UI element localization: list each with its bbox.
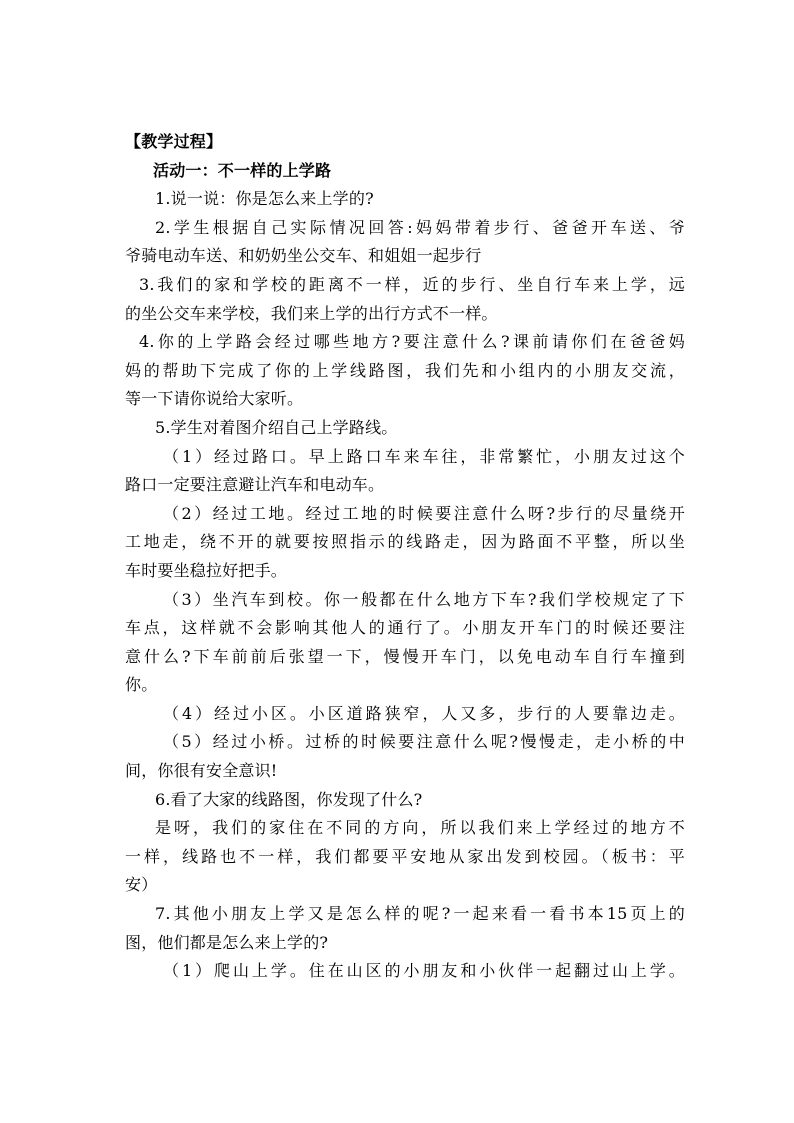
text-line: 车时要坐稳拉好把手。 (125, 560, 288, 580)
text-line: 的坐公交车来学校，我们来上学的出行方式不一样。 (125, 303, 498, 323)
text-line: 图，他们都是怎么来上学的? (125, 932, 329, 952)
text-line: 3.我们的家和学校的距离不一样，近的步行、坐自行车来上学，远 (139, 274, 685, 294)
text-line: （3）坐汽车到校。你一般都在什么地方下车?我们学校规定了下 (163, 589, 685, 609)
text-line: 车点，这样就不会影响其他人的通行了。小朋友开车门的时候还要注 (125, 618, 685, 638)
text-line: 5.学生对着图介绍自己上学路线。 (155, 417, 398, 437)
activity-title: 活动一：不一样的上学路 (153, 160, 332, 180)
text-line: 6.看了大家的线路图，你发现了什么? (155, 789, 423, 809)
text-line: 妈的帮助下完成了你的上学线路图，我们先和小组内的小朋友交流， (125, 360, 685, 380)
text-line: 间，你很有安全意识! (125, 761, 278, 781)
text-line: 安） (125, 875, 158, 895)
text-line: 7.其他小朋友上学又是怎么样的呢?一起来看一看书本15页上的 (155, 904, 685, 924)
text-line: 意什么?下车前前后张望一下，慢慢开车门，以免电动车自行车撞到 (125, 646, 685, 666)
text-line: （1）经过路口。早上路口车来车往，非常繁忙，小朋友过这个 (163, 446, 685, 466)
paragraph-lines (125, 185, 685, 986)
text-line: 等一下请你说给大家听。 (125, 389, 304, 409)
text-line: （4）经过小区。小区道路狭窄，人又多，步行的人要靠边走。 (163, 703, 685, 723)
text-line: （5）经过小桥。过桥的时候要注意什么呢?慢慢走，走小桥的中 (163, 732, 685, 752)
section-title: 【教学过程】 (125, 132, 223, 151)
text-line: 是呀，我们的家住在不同的方向，所以我们来上学经过的地方不 (155, 818, 685, 838)
text-line: 工地走，绕不开的就要按照指示的线路走，因为路面不平整，所以坐 (125, 532, 685, 552)
text-line: （1）爬山上学。住在山区的小朋友和小伙伴一起翻过山上学。 (163, 961, 685, 981)
text-line: （2）经过工地。经过工地的时候要注意什么呀?步行的尽量绕开 (163, 503, 685, 523)
text-line: 一样，线路也不一样，我们都要平安地从家出发到校园。（板书：平 (125, 846, 685, 866)
document-body (125, 128, 685, 986)
text-line: 爷骑电动车送、和奶奶坐公交车、和姐姐一起步行 (125, 246, 482, 266)
text-line: 1.说一说：你是怎么来上学的? (155, 189, 374, 209)
text-line: 路口一定要注意避让汽车和电动车。 (125, 475, 385, 495)
text-line: 2.学生根据自己实际情况回答:妈妈带着步行、爸爸开车送、爷 (155, 217, 685, 237)
text-line: 你。 (125, 675, 158, 695)
text-line: 4.你的上学路会经过哪些地方?要注意什么?课前请你们在爸爸妈 (139, 332, 685, 352)
